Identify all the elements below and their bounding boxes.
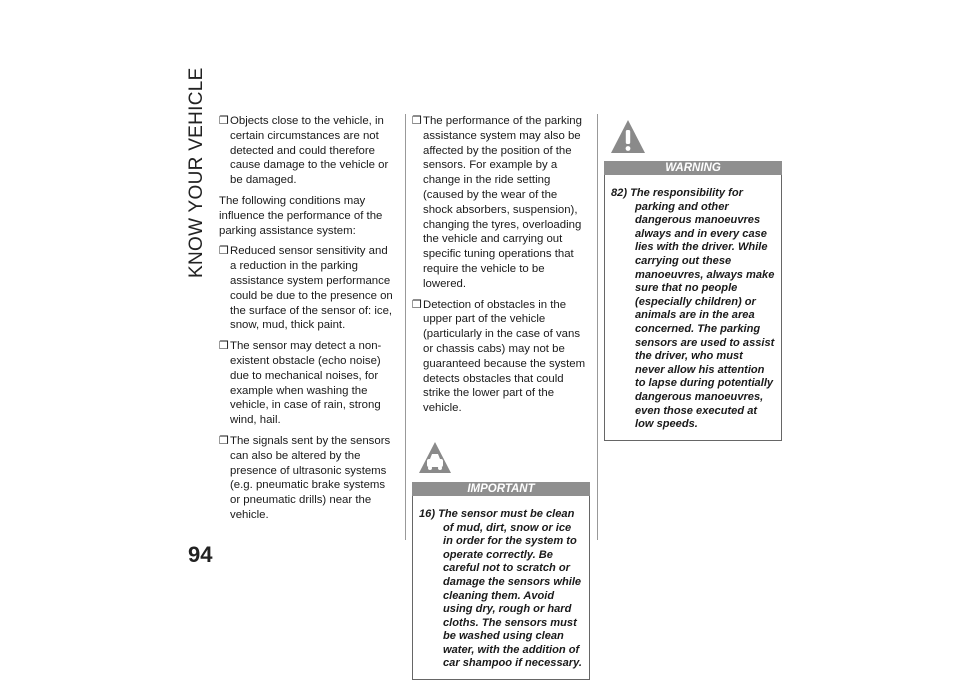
list-item	[412, 114, 590, 292]
paragraph: The following conditions may influence the performance of the parking assistance system:	[219, 194, 383, 237]
checkbox-bullet-icon: ❒	[412, 115, 422, 127]
list-item-text: Objects close to the vehicle, in certain circumstances are not detected and could therefore cause damage to the vehicle or be damaged.	[230, 115, 389, 187]
checkbox-bullet-icon: ❒	[412, 298, 422, 311]
list-item-text: The sensor may detect a non-existent obstacle (echo noise) due to mechanical noises, for example when washing the vehicle, in case of rain, strong wind, hail.	[230, 340, 382, 427]
important-notice	[412, 436, 590, 680]
list-item-text: The performance of the parking assistance system may also be affected by the position of the sensors. For example by a change in the ride setting (caused by the wear of the shock absorbers, suspension), changing the tyres, overloading the vehicle and carrying out specific tuning operations that require the vehicle to be lowered.	[423, 115, 582, 290]
list-item	[219, 434, 397, 523]
list-item	[412, 298, 590, 416]
list-item-text: Reduced sensor sensitivity and a reduction in the parking assistance system performance could be due to the presence on the surface of the sensor of: ice, snow, mud, thick paint.	[230, 245, 393, 332]
warning-body	[604, 175, 782, 441]
column-divider	[405, 114, 406, 540]
list-item-text: Detection of obstacles in the upper part of the vehicle (particularly in the case of vans or chassis cabs) may not be guaranteed because the system detects obstacles that could strike the lower part of the vehicle.	[423, 298, 586, 415]
list-item	[219, 339, 397, 428]
column-3	[604, 114, 782, 441]
important-text: 16) The sensor must be clean of mud, dirt, snow or ice in order for the system to operate correctly. Be careful not to scratch or damage the sensors while cleaning them. Avoid using dry, rough or hard cloths. The sensors must be washed using clean water, with the addition of car shampoo if necessary.	[419, 507, 582, 670]
checkbox-bullet-icon: ❒	[219, 340, 229, 353]
list-item	[219, 244, 397, 333]
column-divider	[597, 114, 598, 540]
car-warning-icon	[417, 440, 453, 476]
warning-notice	[604, 114, 782, 441]
list-item	[219, 114, 397, 188]
checkbox-bullet-icon: ❒	[219, 115, 229, 127]
warning-header: WARNING	[604, 161, 782, 175]
exclamation-triangle-icon	[609, 118, 647, 156]
page-number: 94	[188, 542, 213, 567]
column-2	[412, 114, 590, 680]
important-body	[412, 496, 590, 680]
warning-text: 82) The responsibility for parking and other dangerous manoeuvres always and in every case lies with the driver. While carrying out these manoeuvres, always make sure that no people (especially children) or animals are in the area concerned. The parking sensors are used to assist the driver, who must never allow his attention to lapse during potentially dangerous manoeuvres, even those executed at low speeds.	[611, 187, 775, 431]
checkbox-bullet-icon: ❒	[219, 245, 229, 258]
checkbox-bullet-icon: ❒	[219, 434, 229, 447]
list-item-text: The signals sent by the sensors can also be altered by the presence of ultrasonic systems (e.g. pneumatic brake systems or pneumatic drills) near the vehicle.	[230, 434, 391, 521]
column-1	[219, 114, 397, 529]
important-header: IMPORTANT	[412, 482, 590, 496]
section-title: KNOW YOUR VEHICLE	[186, 67, 207, 278]
